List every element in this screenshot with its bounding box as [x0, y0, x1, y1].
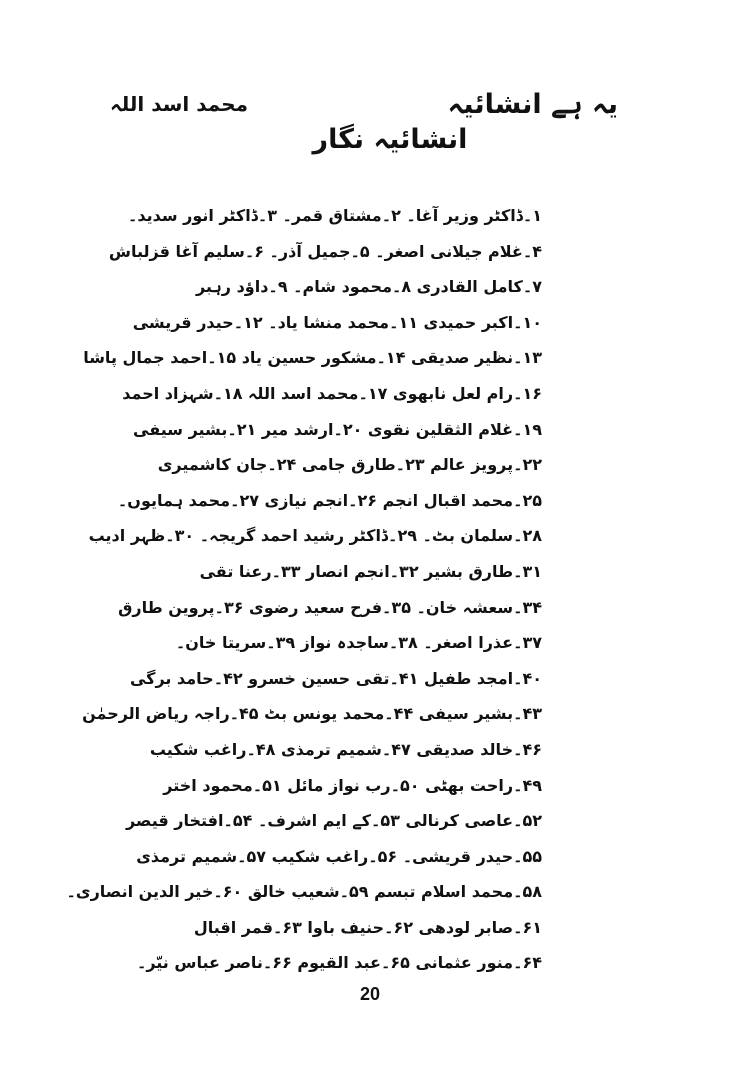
list-item: ۷۔کامل القادری ۸۔محمود شام۔ ۹۔داؤد رہبر [195, 277, 542, 297]
list-item: ۱۶۔رام لعل نابھوی ۱۷۔محمد اسد اللہ ۱۸۔شہزاد احمد [122, 383, 542, 403]
essayist-names-list [66, 198, 542, 981]
chapter-title: انشائیہ نگار [312, 124, 468, 155]
list-item: ۶۴۔منور عثمانی ۶۵۔عبد القیوم ۶۶۔ناصر عباس نیّر۔ [136, 953, 542, 973]
list-item: ۱۔ڈاکٹر وزیر آغا۔ ۲۔مشتاق قمر۔ ۳۔ڈاکٹر انور سدید۔ [127, 206, 542, 225]
running-header [110, 84, 618, 124]
list-item: ۶۱۔صابر لودھی ۶۲۔حنیف باوا ۶۳۔قمر اقبال [193, 917, 542, 937]
list-item: ۴۶۔خالد صدیقی ۴۷۔شمیم ترمذی ۴۸۔راغب شکیب [149, 739, 542, 759]
list-item: ۱۹۔غلام الثقلین نقوی ۲۰۔ارشد میر ۲۱۔بشیر سیفی [133, 419, 542, 439]
list-item: ۴۳۔بشیر سیفی ۴۴۔محمد یونس بٹ ۴۵۔راجہ ریاض الرحمٰن [82, 704, 542, 724]
list-item: ۵۸۔محمد اسلام تبسم ۵۹۔شعیب خالق ۶۰۔خیر الدین انصاری۔ [66, 882, 542, 902]
list-item: ۳۱۔طارق بشیر ۳۲۔انجم انصار ۳۳۔رعنا تقی [199, 561, 542, 581]
list-item: ۴۔غلام جیلانی اصغر۔ ۵۔جمیل آذر۔ ۶۔سلیم آغا قزلباش [108, 241, 542, 261]
list-item: ۵۲۔عاصی کرنالی ۵۳۔کے ایم اشرف۔ ۵۴۔افتخار قیصر [125, 811, 542, 831]
chapter-title-wrapper [0, 124, 740, 155]
list-item: ۱۳۔نظیر صدیقی ۱۴۔مشکور حسین یاد ۱۵۔احمد جمال پاشا [83, 348, 542, 368]
list-item: ۴۹۔راحت بھٹی ۵۰۔رب نواز مائل ۵۱۔محمود اختر [163, 775, 542, 795]
list-item: ۳۴۔سعشہ خان۔ ۳۵۔فرح سعید رضوی ۳۶۔پروین طارق [118, 597, 542, 617]
list-item: ۱۰۔اکبر حمیدی ۱۱۔محمد منشا یاد۔ ۱۲۔حیدر قریشی [132, 312, 542, 332]
list-item: ۵۵۔حیدر قریشی۔ ۵۶۔راغب شکیب ۵۷۔شمیم ترمذی [136, 846, 542, 866]
list-item: ۳۷۔عذرا اصغر۔ ۳۸۔ساجدہ نواز ۳۹۔سریتا خان۔ [175, 633, 542, 653]
author-name: محمد اسد اللہ [110, 92, 249, 116]
list-item: ۴۰۔امجد طفیل ۴۱۔تقی حسین خسرو ۴۲۔حامد برگی [129, 668, 542, 688]
list-item: ۲۲۔پرویز عالم ۲۳۔طارق جامی ۲۴۔جان کاشمیری [157, 455, 542, 475]
list-item: ۲۵۔محمد اقبال انجم ۲۶۔انجم نیازی ۲۷۔محمد ہمایوں۔ [117, 490, 542, 510]
book-title: یہ ہے انشائیہ [447, 88, 618, 120]
page-number: 20 [359, 984, 381, 1004]
list-item: ۲۸۔سلمان بٹ۔ ۲۹۔ڈاکٹر رشید احمد گریجہ۔ ۳۰۔ظہر ادیب [88, 526, 542, 546]
